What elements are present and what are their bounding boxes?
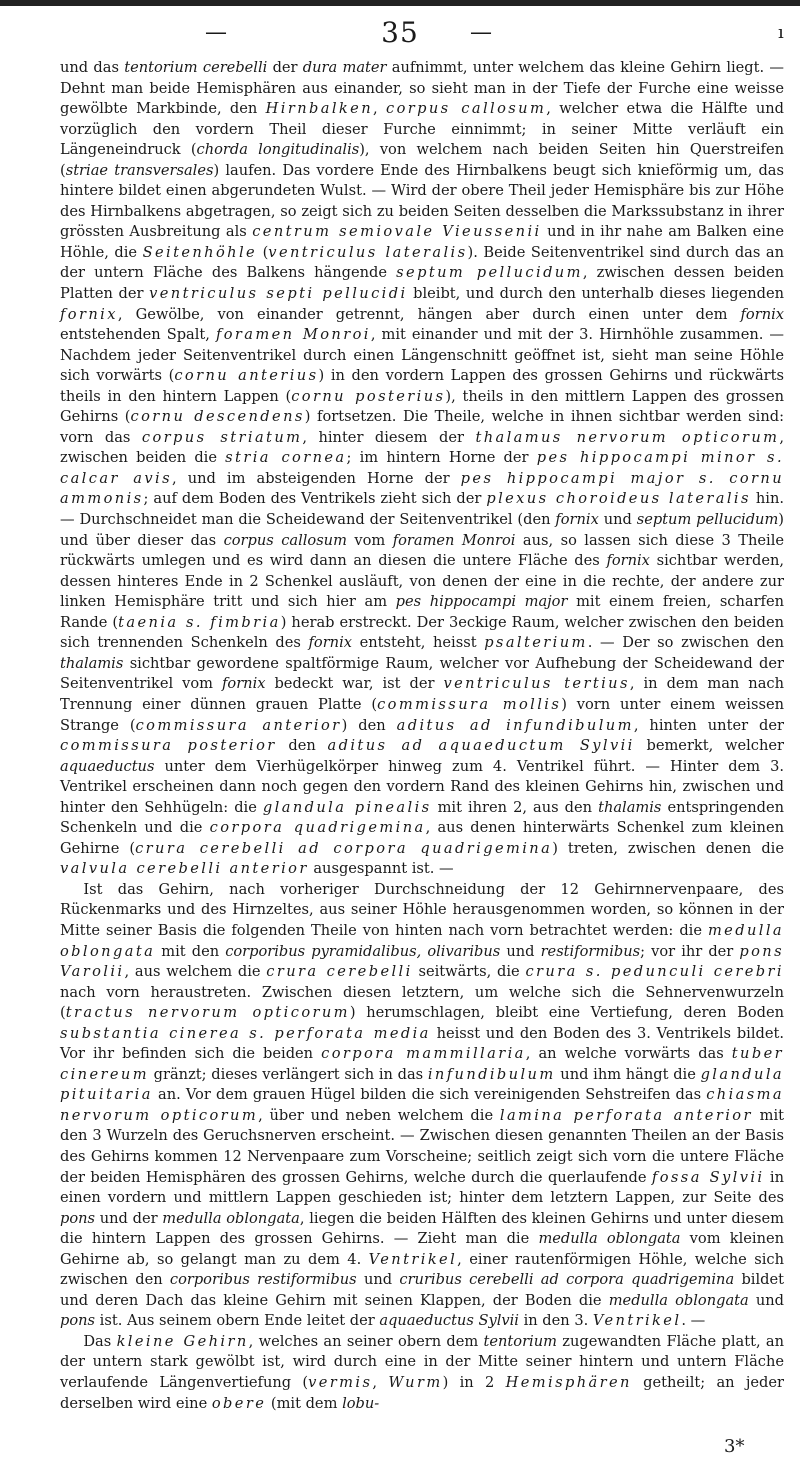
text-run: . — Der so zwischen den [587,634,785,652]
signature-mark: 3* [724,1436,745,1457]
text-run: , hinten unter der [633,716,785,734]
text-run: ) treten, zwischen denen die [552,839,784,857]
text-run: ( [257,243,269,261]
spaced-term: corpora quadrigemina [209,819,426,837]
spaced-term: cornu posterius [291,387,446,405]
text-run: , mit einander und mit der 3. Hirnhöhle zusammen. — Nachdem jeder Seitenventrikel durch einen Längenschnitt geöffnet ist, sieht man seine Höhle sich vorwärts ( [60,326,784,385]
scan-edge [0,0,800,6]
italic-term: aquaeductus [60,757,155,775]
text-run: ; auf dem Boden des Ventrikels zieht sich der [143,490,487,508]
spaced-term: lamina perforata anterior [499,1106,753,1124]
spaced-term: thalamus nervorum opticorum [475,428,780,446]
text-run: sichtbar werden, dessen hinteres Ende in 2 Schenkel ausläuft, von denen der eine in die rechte, der andere zur linken Hemisphäre tritt und sich hier am [60,552,784,611]
text-run: , hinter diesem der [302,428,476,446]
italic-term: restiformibus [540,942,641,960]
text-run: , zwischen beiden die [60,428,784,467]
text-run: ). Beide Seitenventrikel sind durch das an der untern Fläche des Balkens hängende [60,243,784,282]
italic-term: thalamis [60,654,124,672]
spaced-term: chiasma nervorum opticorum [60,1086,784,1124]
page-header [0,10,800,50]
spaced-term: tuber cinereum [60,1045,784,1083]
spaced-term: obere [211,1394,267,1412]
text-run: , aus denen hinterwärts Schenkel zum kleinen Gehirne ( [60,819,784,857]
text-run: gränzt; dieses verlängert sich in das [148,1065,428,1083]
text-run: und ihm hängt die [555,1065,701,1083]
spaced-term: centrum semiovale Vieussenii [252,223,542,241]
text-run: aufnimmt, unter welchem das kleine Gehirn liegt. — Dehnt man beide Hemisphären aus einander, so sieht man in der Tiefe der Furche eine weisse gewölbte Markbinde, den [60,59,784,118]
italic-term: tentorium [483,1332,557,1350]
italic-term: medulla oblongata [608,1291,749,1309]
header-dash-left: — [205,20,227,45]
paragraph [60,1332,784,1414]
spaced-term: fossa Sylvii [651,1168,765,1186]
spaced-term: infundibulum [427,1065,556,1083]
italic-term: corporibus restiformibus [169,1271,357,1289]
italic-term: fornix [222,675,266,693]
text-run: mit den [155,942,226,960]
text-run: , liegen die beiden Hälften des kleinen Gehirns und unter diesem die hintern Lappen des grossen Gehirns. — Zieht man die [60,1209,785,1248]
text-run: und [598,511,637,529]
spaced-term: corpora mammillaria [321,1045,526,1063]
spaced-term: tractus nervorum opticorum [65,1004,350,1022]
italic-term: chorda longitudinalis [196,141,360,159]
text-run: ist. Aus seinem obern Ende leitet der [95,1312,380,1330]
text-run: bedeckt war, ist der [265,675,444,693]
spaced-term: commissura mollis [377,695,562,713]
text-run: entstehenden Spalt, [60,326,216,344]
italic-term: corporibus pyramidalibus, olivaribus [225,942,501,960]
text-run: heisst und den Boden des 3. Ventrikels bildet. Vor ihr befinden sich die beiden [60,1024,784,1063]
text-run: hin. — Durchschneidet man die Scheidewand der Seitenventrikel (den [60,490,784,529]
spaced-term: fornix [60,305,118,323]
text-run: den [276,737,328,755]
spaced-term: aditus ad aquaeductum Sylvii [327,737,635,755]
spaced-term: Ventrikel [592,1312,682,1330]
italic-term: medulla oblongata [538,1230,681,1248]
header-dash-right: — [470,20,492,45]
spaced-term: Hemisphären [505,1374,632,1391]
italic-term: lobu- [342,1394,380,1412]
spaced-term: commissura anterior [135,716,342,734]
spaced-term: corpus striatum [141,428,303,446]
italic-term: foramen Monroi [392,531,516,549]
spaced-term: Wurm [388,1374,443,1391]
spaced-term: substantia cinerea s. perforata media [60,1024,431,1042]
text-run: , welches an seiner obern dem [248,1332,484,1350]
text-run: und das [60,59,125,76]
spaced-term: cornu descendens [130,408,305,426]
italic-term: fornix [555,511,599,529]
spaced-term: pes hippocampi major s. cornu ammonis [60,469,784,508]
spaced-term: crura cerebelli ad corpora quadrigemina [135,839,553,857]
text-run: und [748,1291,785,1309]
text-run: , [372,1374,389,1391]
spaced-term: ventriculus tertius [443,675,630,693]
spaced-term: pes hippocampi minor s. calcar avis [60,449,784,487]
text-run: , einer rautenförmigen Höhle, welche sich zwischen den [60,1250,784,1289]
spaced-term: corpus callosum [386,100,547,118]
text-run: vom [346,531,393,549]
text-run: , Gewölbe, von einander getrennt, hängen aber durch einen unter dem [117,305,741,323]
spaced-term: Hirnbalken [265,100,374,118]
text-run: mit den 3 Wurzeln des Geruchsnerven erscheint. — Zwischen diesen genannten Theilen an der Basis des Gehirns kommen 12 Nervenpaare zum Vorscheine; seitlich zeigt sich vorn die untere Fläche der beiden Hemisphären des grossen Gehirns, welche durch die querlaufende [60,1106,784,1186]
spaced-term: crura cerebelli [266,963,413,981]
text-run: . — [681,1312,706,1330]
text-run: in den 3. [518,1312,593,1330]
italic-term: thalamis [598,798,662,816]
text-run: bemerkt, welcher [634,737,784,755]
spaced-term: ventriculus septi pellucidi [149,285,408,303]
text-run: der [267,59,303,76]
text-run: ) in 2 [442,1374,506,1391]
spaced-term: foramen Monroi [215,326,371,344]
spaced-term: glandula pinealis [262,798,432,816]
body-text [60,58,784,1414]
corner-mark: ı [778,22,784,43]
text-run: , [373,100,386,118]
text-run: zugewandten Fläche platt, an der untern stark gewölbt ist, wird durch eine in der Mitte seiner hintern und untern Fläche verlaufende Längenvertiefung ( [60,1332,784,1391]
italic-term: corpus callosum [223,531,347,549]
text-run: ; vor ihr der [640,942,740,960]
spaced-term: crura s. pedunculi cerebri [525,963,784,981]
text-run: , in dem man nach Trennung einer dünnen grauen Platte ( [60,675,784,713]
italic-term: dura mater [302,59,387,76]
text-run: ), von welchem nach beiden Seiten hin Querstreifen ( [60,141,784,179]
italic-term: septum pellucidum [636,511,779,529]
italic-term: aquaeductus Sylvii [379,1312,519,1330]
spaced-term: plexus choroideus lateralis [486,490,751,508]
text-run: ) fortsetzen. Die Theile, welche in ihnen sichtbar werden sind: vorn das [60,408,784,446]
text-run: entspringenden Schenkeln und die [60,798,784,837]
spaced-term: valvula cerebelli anterior [60,860,309,878]
text-run: und der [95,1209,163,1227]
italic-term: fornix [740,305,784,323]
text-run: (mit dem [266,1394,343,1412]
italic-term: striae transversales [65,161,214,179]
spaced-term: medulla oblongata [60,921,784,960]
italic-term: medulla oblongata [162,1209,300,1227]
spaced-term: vermis [308,1374,373,1391]
text-run: an. Vor dem grauen Hügel bilden die sich vereinigenden Sehstreifen das [152,1086,707,1104]
text-run: entsteht, heisst [351,634,485,652]
text-run: mit einem freien, scharfen Rande ( [60,593,784,631]
page-number: 35 [381,16,419,49]
paragraph [60,880,784,1332]
italic-term: fornix [308,634,352,652]
text-run: bleibt, und durch den unterhalb dieses liegenden [407,285,785,303]
italic-term: pes hippocampi major [395,593,568,611]
text-run: und [500,942,541,960]
spaced-term: aditus ad infundibulum [396,716,634,734]
spaced-term: psalterium [484,634,588,652]
text-run: ) vorn unter einem weissen Strange ( [60,695,784,734]
text-run: ) und über dieser das [60,511,784,549]
text-run: Ist das Gehirn, nach vorheriger Durchschneidung der 12 Gehirnnervenpaare, des Rückenmarks und des Hirnzeltes, aus seiner Höhle herausgenommen worden, so können in der Mitte seiner Basis die folgenden Theile von hinten nach vorn betrachtet werden: die [60,880,784,939]
text-run: seitwärts, die [412,963,526,981]
spaced-term: Ventrikel [368,1250,458,1268]
text-run: und [356,1271,400,1289]
italic-term: pons [60,1312,96,1330]
text-run: aus, so lassen sich diese 3 Theile rückwärts umlegen und es wird dann an diesen die untere Fläche des [60,531,785,570]
text-run: , an welche vorwärts das [525,1045,732,1063]
text-run: mit ihren 2, aus den [431,798,599,816]
spaced-term: taenia s. fimbria [118,613,281,631]
text-run: , über und neben welchem die [258,1106,500,1124]
text-run: vom kleinen Gehirne ab, so gelangt man zu dem 4. [60,1230,785,1268]
text-run: getheilt; an jeder derselben wird eine [60,1374,785,1412]
text-run: sichtbar gewordene spaltförmige Raum, welcher vor Aufhebung der Scheidewand der Seitenventrikel vom [60,654,784,693]
spaced-term: stria cornea [225,449,347,467]
spaced-term: ventriculus lateralis [268,243,468,261]
text-run: ) den [341,716,397,734]
text-run: bildet und deren Dach das kleine Gehirn mit seinen Klappen, der Boden die [60,1271,784,1309]
text-run: und in ihr nahe am Balken eine Höhle, die [60,223,784,261]
text-run: ) in den vordern Lappen des grossen Gehirns und rückwärts theils in den hintern Lappen ( [60,367,784,405]
text-run: ) herumschlagen, bleibt eine Vertiefung, deren Boden [349,1004,784,1022]
spaced-term: Seitenhöhle [142,243,258,261]
text-run: nach vorn heraustreten. Zwischen diesen letztern, um welche sich die Sehnervenwurzeln ( [60,983,784,1022]
italic-term: pons [60,1209,96,1227]
spaced-term: cornu anterius [174,367,319,385]
text-run: ), theils in den mittlern Lappen des grossen Gehirns ( [60,387,784,426]
text-run: ) herab erstreckt. Der 3eckige Raum, welcher zwischen den beiden sich trennenden Schenkeln des [60,613,784,652]
paragraph [60,58,784,880]
text-run: , welcher etwa die Hälfte und vorzüglich den vordern Theil dieser Furche einnimmt; in seiner Mitte verläuft ein Längeneindruck ( [60,100,785,159]
italic-term: fornix [606,552,650,570]
text-run: , und im absteigenden Horne der [171,469,461,487]
text-run: unter dem Vierhügelkörper hinweg zum 4. Ventrikel führt. — Hinter dem 3. Ventrikel erscheinen dann noch gegen den vordern Rand des kleinen Gehirns hin, zwischen und hinter den Sehhügeln: die [60,757,784,816]
spaced-term: glandula pituitaria [60,1065,784,1104]
text-run: , zwischen dessen beiden Platten der [60,264,784,303]
spaced-term: septum pellucidum [396,264,583,282]
text-run: , aus welchem die [124,963,267,981]
italic-term: tentorium cerebelli [124,59,268,76]
text-run: in einen vordern und mittlern Lappen geschieden ist; hinter dem letztern Lappen, zur Seite des [60,1168,784,1207]
text-run: ; im hintern Horne der [346,449,537,467]
spaced-term: commissura posterior [60,737,277,755]
spaced-term: pons Varolii [60,942,784,981]
spaced-term: kleine Gehirn [116,1332,249,1350]
italic-term: cruribus cerebelli ad corpora quadrigemina [399,1271,735,1289]
text-run: Das [83,1332,117,1350]
text-run: ) laufen. Das vordere Ende des Hirnbalkens beugt sich knieförmig um, das hintere bildet einen abgerundeten Wulst. — Wird der obere Theil jeder Hemisphäre bis zur Höhe des Hirnbalkens abgetragen, so zeigt sich zu beiden Seiten desselben die Markssubstanz in ihrer grössten Ausbreitung als [60,161,784,241]
text-run: ausgespannt ist. — [308,860,454,878]
